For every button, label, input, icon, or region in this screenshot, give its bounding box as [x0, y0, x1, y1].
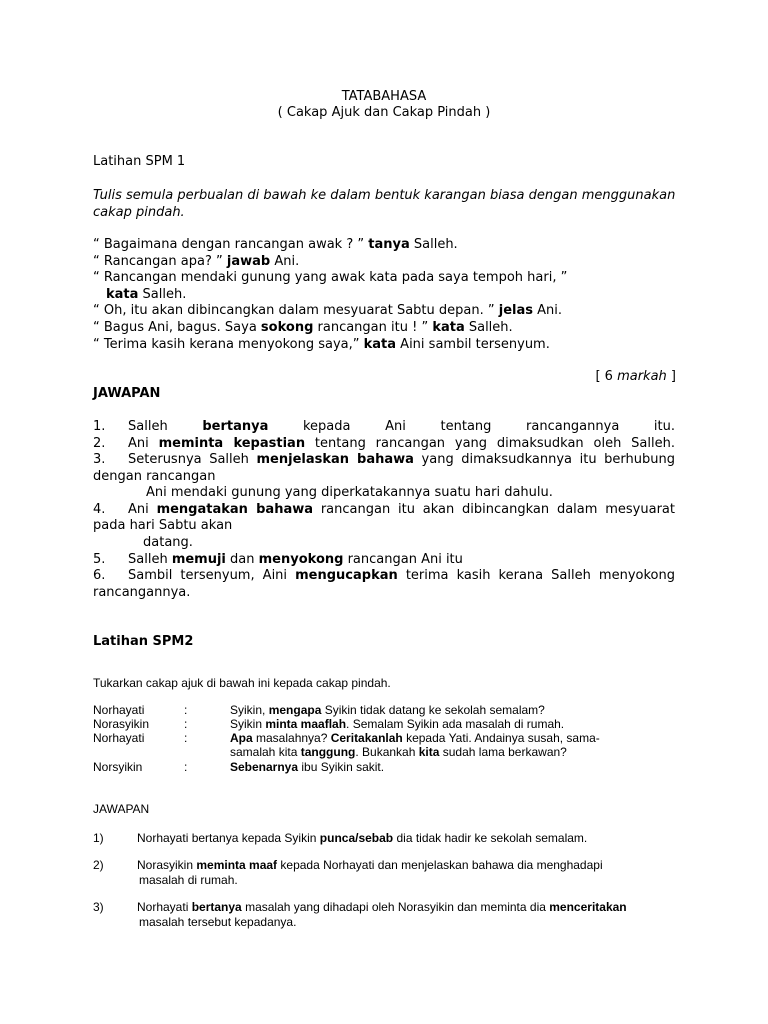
speaker-name: Norsyikin [93, 760, 143, 774]
dialogue-line-5: “ Bagus Ani, bagus. Saya sokong rancangan itu ! ” kata Salleh. [93, 320, 513, 335]
answer2-3-cont: masalah tersebut kepadanya. [139, 915, 297, 929]
section1-answer-heading: JAWAPAN [93, 386, 161, 401]
dialogue-text: Sebenarnya ibu Syikin sakit. [230, 760, 385, 774]
dialogue-line-2: “ Rancangan apa? ” jawab Ani. [93, 254, 300, 269]
section2-answer-heading: JAWAPAN [93, 802, 150, 816]
dialogue-text: Syikin minta maaflah. Semalam Syikin ada masalah di rumah. [230, 717, 565, 731]
marks-label: [ 6 markah ] [595, 369, 676, 384]
colon: : [184, 703, 188, 717]
dialogue-line-3: “ Rancangan mendaki gunung yang awak kata pada saya tempoh hari, ” [93, 270, 568, 285]
document-title: TATABAHASA [341, 89, 427, 104]
answer-3-cont: dengan rancangan [93, 469, 216, 484]
answer-6: 6. Sambil tersenyum, Aini mengucapkan terima kasih kerana Salleh menyokong [93, 568, 675, 583]
dialogue-line-3-cont: kata Salleh. [106, 287, 187, 302]
dialogue-line-4: “ Oh, itu akan dibincangkan dalam mesyuarat Sabtu depan. ” jelas Ani. [93, 303, 563, 318]
answer-4: 4. Ani mengatakan bahawa rancangan itu akan dibincangkan dalam mesyuarat [93, 502, 675, 517]
speaker-name: Norhayati [93, 731, 145, 745]
answer-4-cont2: datang. [143, 535, 193, 550]
speaker-name: Norhayati [93, 703, 145, 717]
colon: : [184, 717, 188, 731]
document-subtitle: ( Cakap Ajuk dan Cakap Pindah ) [277, 105, 491, 120]
section2-instruction: Tukarkan cakap ajuk di bawah ini kepada cakap pindah. [93, 676, 391, 690]
colon: : [184, 731, 188, 745]
answer-1: 1. Salleh bertanya kepada Ani tentang rancangannya itu. [93, 419, 676, 434]
answer-3: 3. Seterusnya Salleh menjelaskan bahawa yang dimaksudkannya itu berhubung [93, 452, 675, 467]
answer2-2-cont: masalah di rumah. [139, 873, 238, 887]
dialogue-row-3-cont: samalah kita tanggung. Bukankah kita sudah lama berkawan? [230, 745, 567, 759]
answer-6-cont: rancangannya. [93, 585, 191, 600]
dialogue-line-1: “ Bagaimana dengan rancangan awak ? ” tanya Salleh. [93, 237, 458, 252]
answer-4-cont: pada hari Sabtu akan [93, 518, 233, 533]
answer-3-cont2: Ani mendaki gunung yang diperkatakannya suatu hari dahulu. [146, 485, 553, 500]
section1-instruction-line1: Tulis semula perbualan di bawah ke dalam bentuk karangan biasa dengan menggunakan [93, 188, 676, 203]
dialogue-line-6: “ Terima kasih kerana menyokong saya,” kata Aini sambil tersenyum. [93, 337, 550, 352]
answer-5: 5. Salleh memuji dan menyokong rancangan Ani itu [93, 552, 463, 567]
section1-instruction-line2: cakap pindah. [93, 205, 185, 220]
colon: : [184, 760, 188, 774]
section2-heading: Latihan SPM2 [93, 634, 194, 649]
speaker-name: Norasyikin [93, 717, 150, 731]
dialogue-text: Apa masalahnya? Ceritakanlah kepada Yati. Andainya susah, sama- [230, 731, 600, 745]
dialogue-text: Syikin, mengapa Syikin tidak datang ke sekolah semalam? [230, 703, 545, 717]
section1-heading: Latihan SPM 1 [93, 154, 186, 169]
answer-2: 2. Ani meminta kepastian tentang rancangan yang dimaksudkan oleh Salleh. [93, 436, 675, 451]
